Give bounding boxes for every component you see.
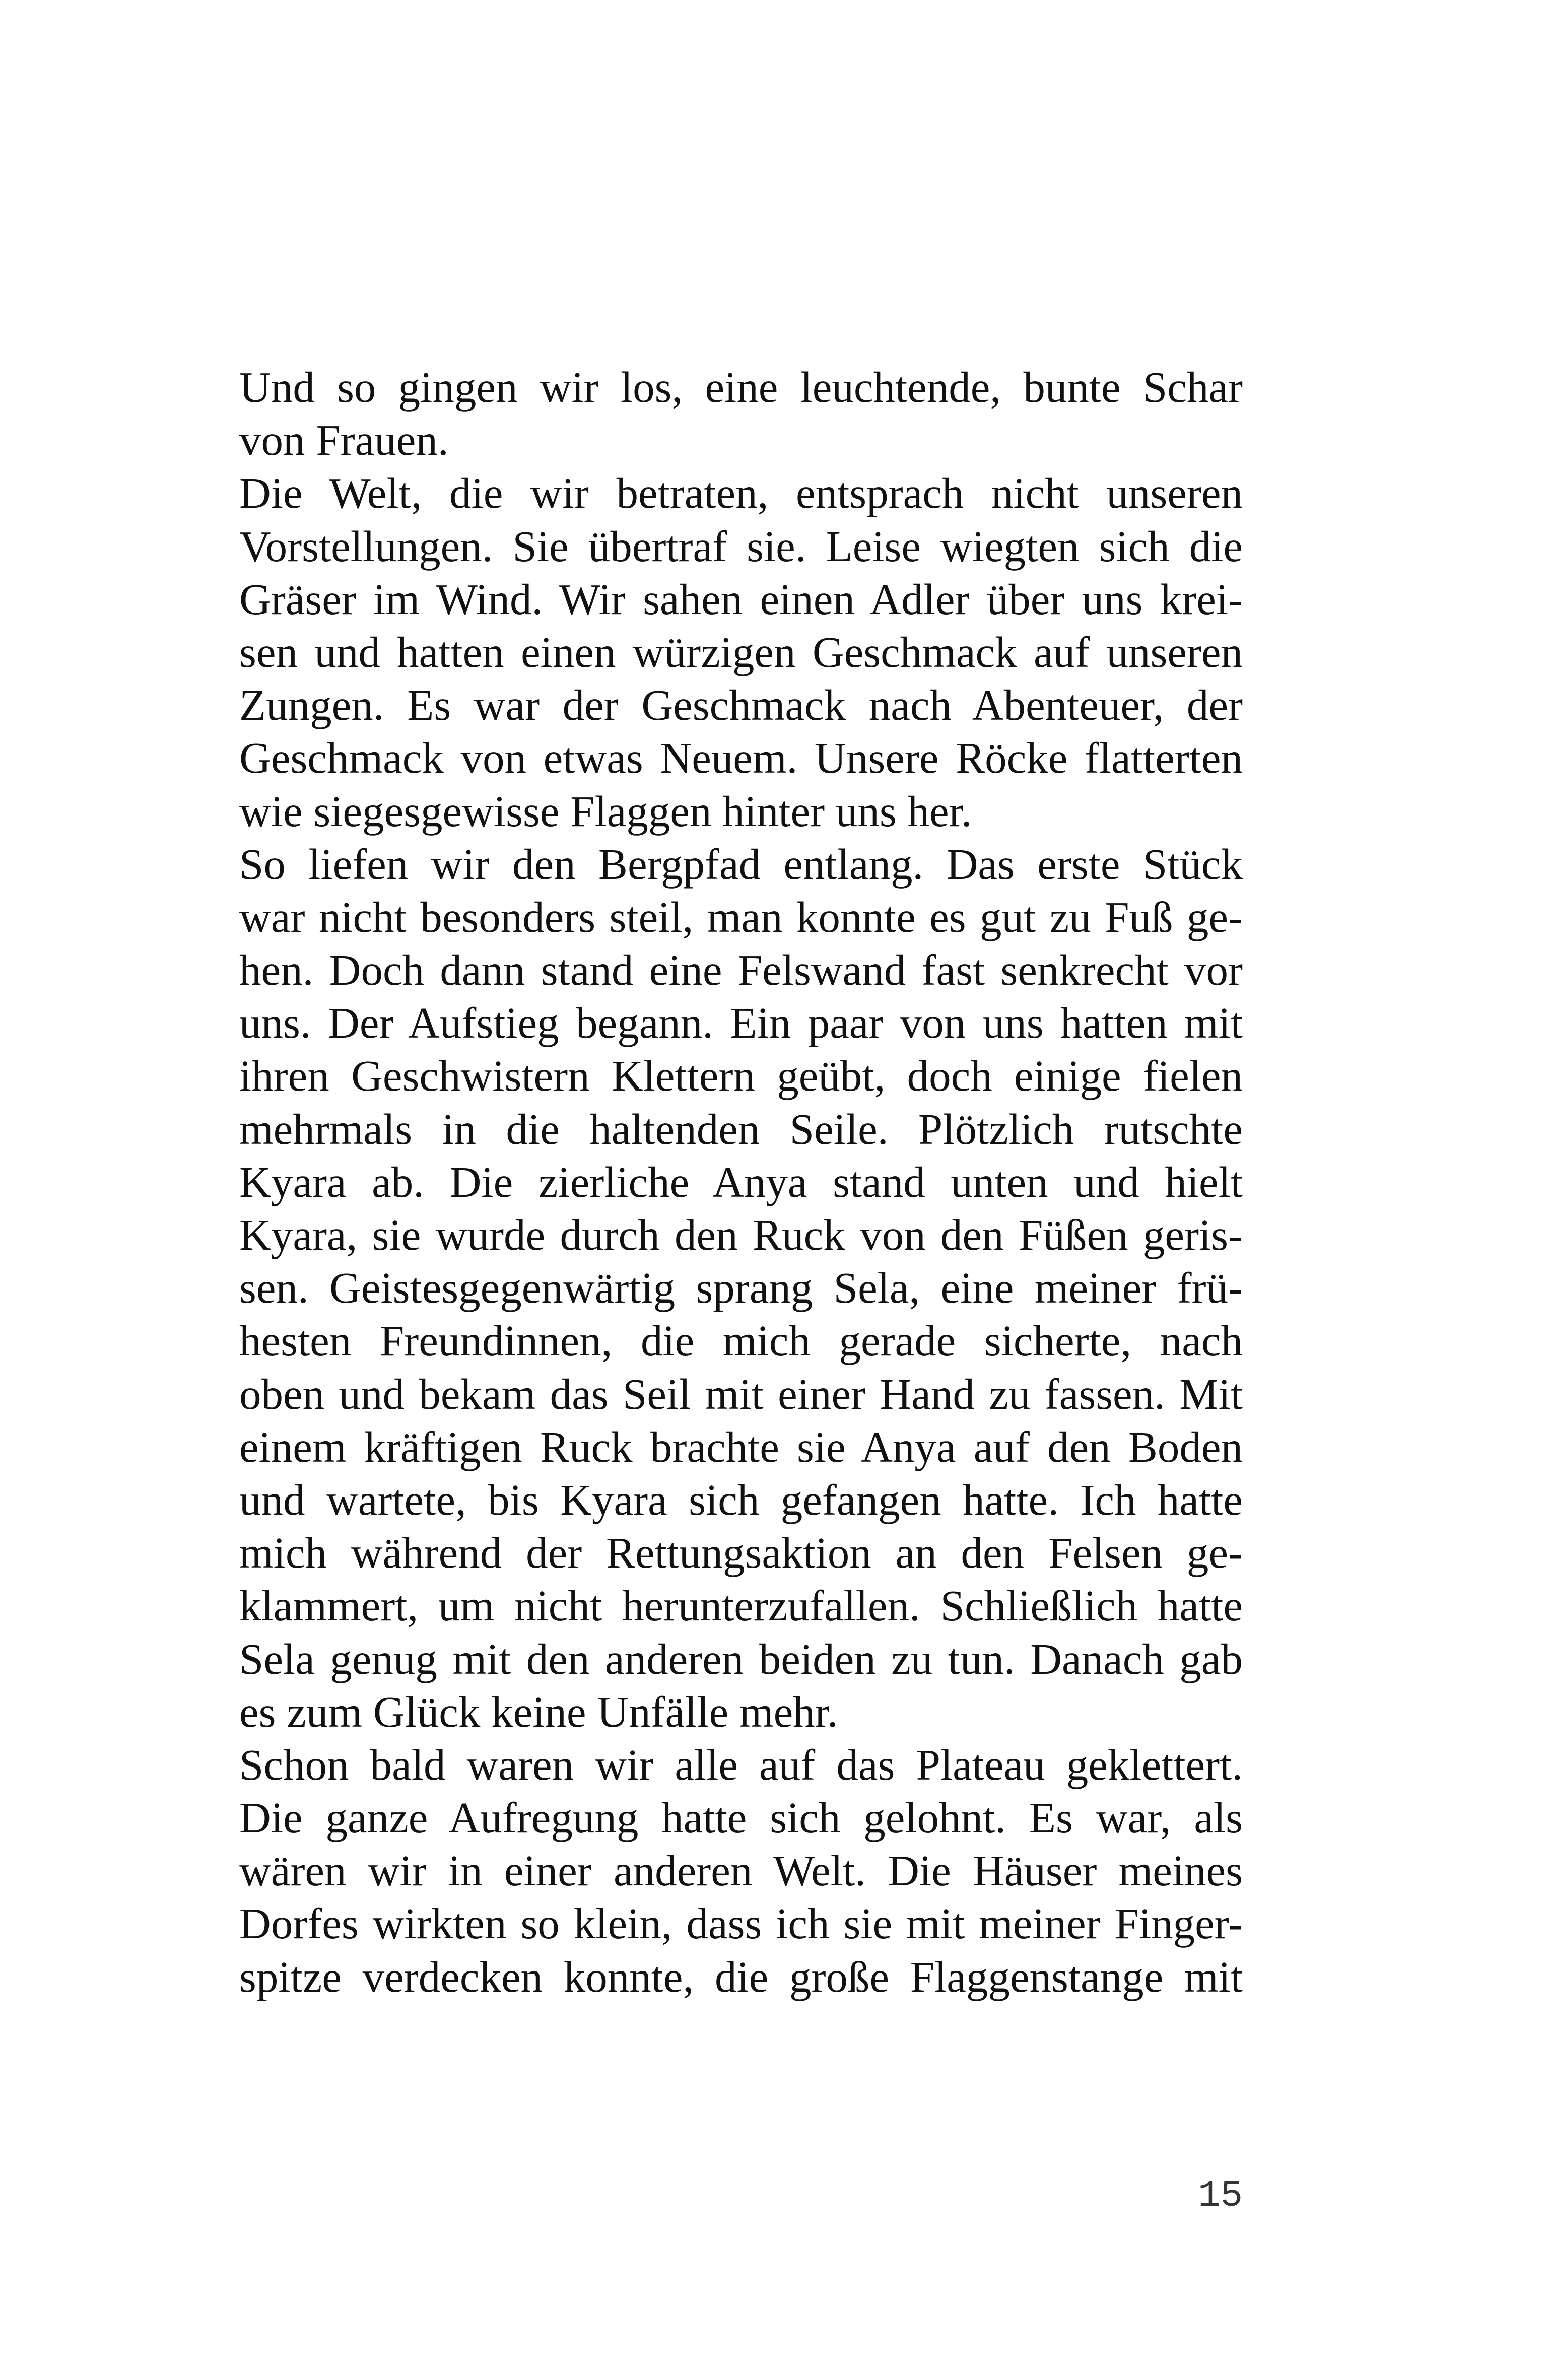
text-line: mich während der Rettungsaktion an den Felsen ge- <box>239 1528 1243 1578</box>
text-line: Kyara, sie wurde durch den Ruck von den Füßen geris- <box>239 1210 1243 1259</box>
text-line: klammert, um nicht herunterzufallen. Schließlich hatte <box>239 1581 1243 1630</box>
text-line: Die Welt, die wir betraten, entsprach nicht unseren <box>239 468 1243 518</box>
text-line: mehrmals in die haltenden Seile. Plötzlich rutschte <box>239 1104 1243 1153</box>
text-line: spitze verdecken konnte, die große Flaggenstange mit <box>239 1952 1243 2001</box>
text-line: wie siegesgewisse Flaggen hinter uns her. <box>239 786 972 836</box>
text-line: Die ganze Aufregung hatte sich gelohnt. Es war, als <box>239 1793 1243 1843</box>
text-line: Vorstellungen. Sie übertraf sie. Leise wiegten sich die <box>239 521 1243 571</box>
text-line: hesten Freundinnen, die mich gerade sicherte, nach <box>239 1316 1243 1366</box>
page-number: 15 <box>1198 2175 1243 2217</box>
text-line: sen. Geistesgegenwärtig sprang Sela, eine meiner frü- <box>239 1263 1243 1313</box>
text-line: es zum Glück keine Unfälle mehr. <box>239 1687 838 1736</box>
text-line: hen. Doch dann stand eine Felswand fast senkrecht vor <box>239 945 1243 995</box>
body-text <box>239 361 1243 2003</box>
text-line: einem kräftigen Ruck brachte sie Anya auf den Boden <box>239 1422 1243 1471</box>
text-line: Dorfes wirkten so klein, dass ich sie mit meiner Finger- <box>239 1899 1243 1948</box>
text-line: war nicht besonders steil, man konnte es gut zu Fuß ge- <box>239 892 1243 941</box>
text-line: Schon bald waren wir alle auf das Plateau geklettert. <box>239 1740 1243 1789</box>
text-line: wären wir in einer anderen Welt. Die Häuser meines <box>239 1846 1243 1895</box>
text-line: uns. Der Aufstieg begann. Ein paar von uns hatten mit <box>239 998 1243 1048</box>
text-line: So liefen wir den Bergpfad entlang. Das erste Stück <box>239 839 1243 889</box>
text-line: ihren Geschwistern Klettern geübt, doch einige fielen <box>239 1051 1243 1101</box>
text-line: Zungen. Es war der Geschmack nach Abenteuer, der <box>239 681 1243 730</box>
text-line: sen und hatten einen würzigen Geschmack auf unseren <box>239 627 1243 676</box>
text-line: von Frauen. <box>239 416 449 465</box>
text-line: Kyara ab. Die zierliche Anya stand unten und hielt <box>239 1157 1243 1206</box>
text-line: Sela genug mit den anderen beiden zu tun. Danach gab <box>239 1634 1243 1683</box>
text-line: oben und bekam das Seil mit einer Hand zu fassen. Mit <box>239 1369 1243 1418</box>
text-line: Und so gingen wir los, eine leuchtende, bunte Schar <box>239 363 1243 412</box>
text-line: Geschmack von etwas Neuem. Unsere Röcke flatterten <box>239 733 1243 783</box>
text-line: und wartete, bis Kyara sich gefangen hatte. Ich hatte <box>239 1475 1243 1524</box>
text-line: Gräser im Wind. Wir sahen einen Adler über uns krei- <box>239 574 1243 624</box>
